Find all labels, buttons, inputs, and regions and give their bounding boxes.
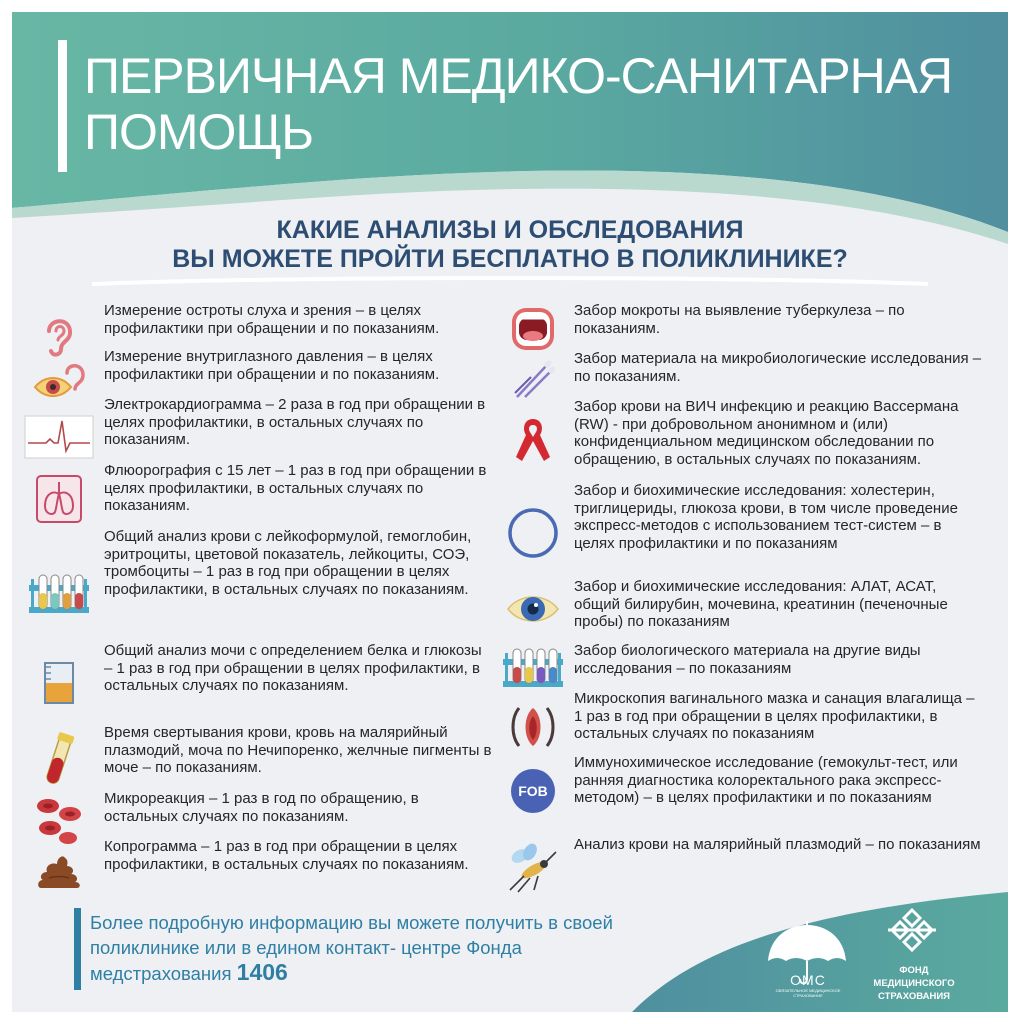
urine-beaker-icon — [28, 652, 90, 714]
test-tubes-icon — [498, 636, 568, 698]
question-line-2: ВЫ МОЖЕТЕ ПРОЙТИ БЕСПЛАТНО В ПОЛИКЛИНИКЕ? — [172, 245, 848, 273]
oms-logo-label: ОМС — [790, 972, 826, 988]
gyn-icon — [502, 696, 564, 758]
ribbon-icon — [502, 408, 564, 470]
title-line-2: ПОМОЩЬ — [84, 104, 314, 160]
infographic-card — [12, 12, 1008, 1012]
fund-emblem-icon — [882, 906, 942, 954]
item-text: Общий анализ мочи с определением белка и глюкозы – 1 раз в год при обращении в целях профилактики, в остальных случаях по показаниям. — [104, 642, 482, 695]
item-text: Время свертывания крови, кровь на малярийный плазмодий, моча по Нечипоренко, желчные пигменты в моче – по показаниям. — [104, 724, 492, 777]
item-text: Флюорография с 15 лет – 1 раз в год при обращении в целях профилактики, в остальных случаях по показаниям. — [104, 462, 487, 515]
contact-phone: 1406 — [236, 959, 288, 985]
title-accent-bar — [58, 40, 67, 172]
heading-divider — [92, 272, 928, 286]
question-line-1: КАКИЕ АНАЛИЗЫ И ОБСЛЕДОВАНИЯ — [276, 216, 744, 244]
eye-icon — [502, 578, 564, 640]
item-text: Забор материала на микробиологические исследования – по показаниям. — [574, 350, 982, 385]
item-text: Электрокардиограмма – 2 раза в год при обращении в целях профилактики, в остальных случаях по показаниям. — [104, 396, 486, 449]
fund-line-3: СТРАХОВАНИЯ — [877, 991, 951, 1002]
fob-icon — [502, 760, 564, 822]
item-text: Микрореакция – 1 раз в год по обращению, в остальных случаях по показаниям. — [104, 790, 419, 825]
fund-line-1: ФОНД — [899, 965, 929, 976]
mosquito-icon — [502, 836, 564, 898]
item-text: Забор мокроты на выявление туберкулеза – по показаниям. — [574, 302, 905, 337]
fob-badge: FOB — [511, 769, 555, 813]
item-text: Забор крови на ВИЧ инфекцию и реакцию Вассермана (RW) - при добровольном анонимном и (или) конфиденциальном медицинском обследовании по обращению, в остальных случаях по показаниям. — [574, 398, 959, 468]
lungs-xray-icon — [28, 468, 90, 530]
circle-icon — [502, 502, 564, 564]
eye-ear-icon — [28, 350, 90, 412]
item-text: Анализ крови на малярийный плазмодий – по показаниям — [574, 836, 981, 853]
item-text: Забор биологического материала на другие виды исследования – по показаниям — [574, 642, 921, 677]
item-text: Общий анализ крови с лейкоформулой, гемоглобин, эритроциты, цветовой показатель, лейкоциты, СОЭ, тромбоциты – 1 раз в год при обращении в целях профилактики, в остальных случаях по показаниям. — [104, 528, 472, 598]
swabs-icon — [502, 348, 564, 410]
item-text: Измерение остроты слуха и зрения – в целях профилактики при обращении и по показаниям. — [104, 302, 440, 337]
page-title — [84, 48, 964, 160]
footer-info-text: Более подробную информацию вы можете получить в своей поликлинике или в едином контакт- центре Фонда медстрахования — [90, 912, 613, 984]
item-text: Забор и биохимические исследования: холестерин, триглицериды, глюкоза крови, в том числе проведение экспресс-методов с использованием тест-систем – в целях профилактики и по показаниям — [574, 482, 958, 552]
question-heading — [112, 216, 908, 274]
item-text: Забор и биохимические исследования: АЛАТ, АСАТ, общий билирубин, мочевина, креатинин (печеночные пробы) по показаниям — [574, 578, 948, 631]
item-text: Копрограмма – 1 раз в год при обращении в целях профилактики, в остальных случаях по показаниям. — [104, 838, 469, 873]
footer-accent-bar — [74, 908, 81, 990]
fund-line-2: МЕДИЦИНСКОГО — [873, 978, 955, 989]
blood-tube-icon — [28, 728, 90, 790]
item-text: Микроскопия вагинального мазка и санация влагалища – 1 раз в год при обращении в целях профилактики, в остальных случаях по показаниям — [574, 690, 975, 743]
title-line-1: ПЕРВИЧНАЯ МЕДИКО-САНИТАРНАЯ — [84, 48, 953, 104]
item-text: Иммунохимическое исследование (гемокульт-тест, или ранняя диагностика колоректального рака экспресс-методом) – в целях профилактики и по показаниям — [574, 754, 958, 807]
item-text: Измерение внутриглазного давления – в целях профилактики при обращении и по показаниям. — [104, 348, 440, 383]
test-tubes-icon — [24, 562, 94, 624]
fund-logo-text — [854, 964, 974, 1003]
oms-logo-caption: ОБЯЗАТЕЛЬНОЕ МЕДИЦИНСКОЕ СТРАХОВАНИЕ — [775, 988, 841, 998]
footer-info — [90, 910, 650, 986]
ecg-icon — [22, 406, 96, 468]
